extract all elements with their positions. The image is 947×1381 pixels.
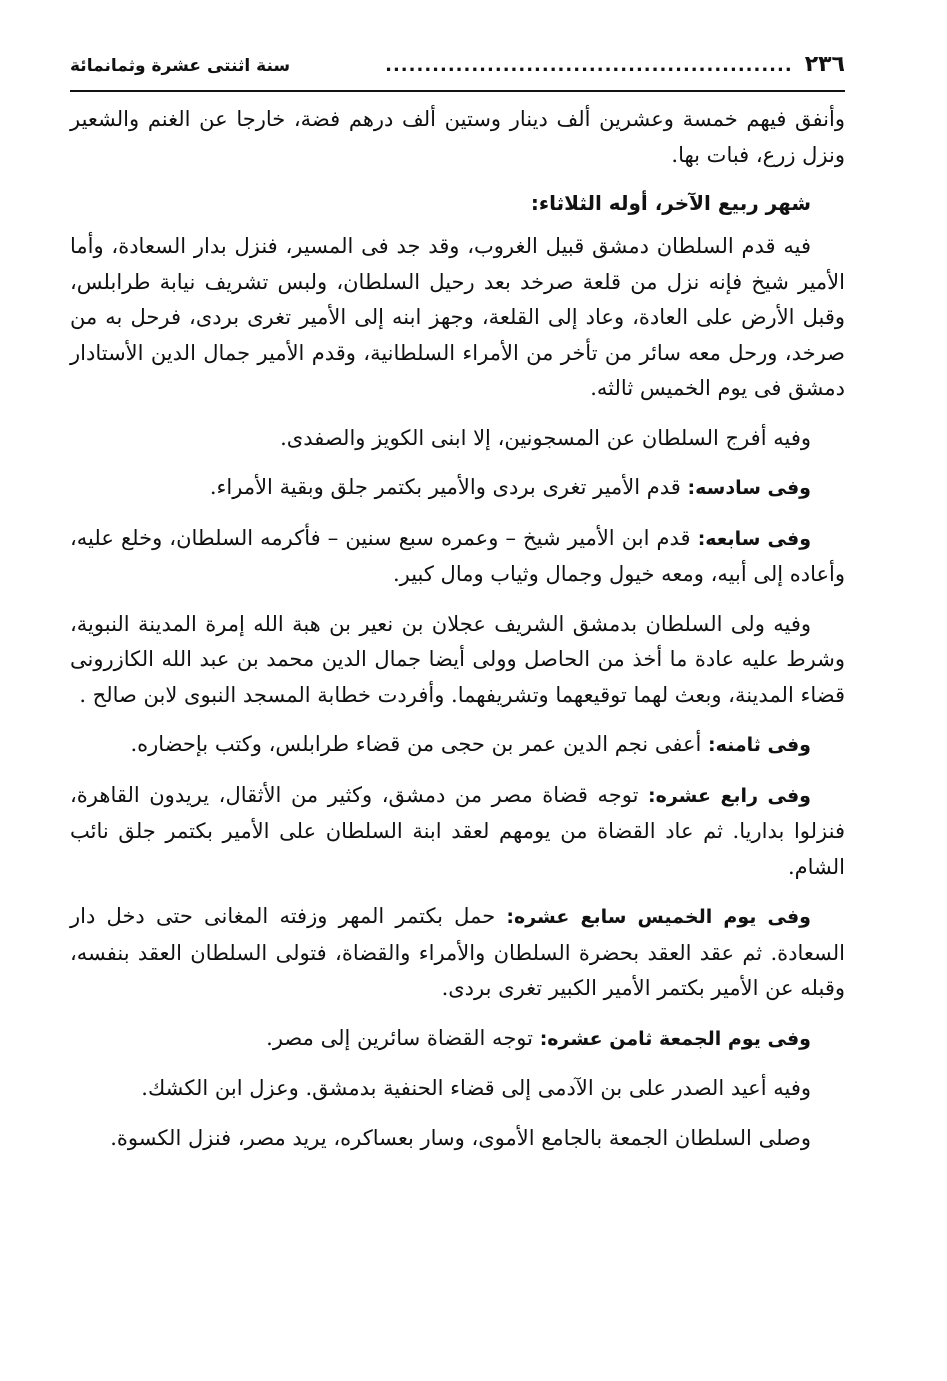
book-page <box>70 52 845 1156</box>
paragraph-day-eighteen <box>70 1021 845 1058</box>
paragraph-day-seventeen <box>70 899 845 1007</box>
paragraph-medina-appointment: وفيه ولى السلطان بدمشق الشريف عجلان بن نعير بن هبة الله إمرة المدينة النبوية، وشرط عليه عادة ما أخذ من الحاصل وولى أيضا جمال الدين محمد بن عبد الله الكازرونى قضاء المدينة، وبعث لهما توقيعهما وتشريفهما. وأفردت خطابة المسجد النبوى لابن صالح . <box>70 611 845 707</box>
paragraph-day-eight <box>70 727 845 764</box>
header-leader-dots: .................................................... <box>385 55 793 76</box>
paragraph-text: قدم الأمير تغرى بردى والأمير بكتمر جلق وبقية الأمراء. <box>209 475 681 499</box>
paragraph-text: حمل بكتمر المهر وزفته المغانى حتى دخل دار السعادة. ثم عقد العقد بحضرة السلطان والأمراء والقضاة، فتولى السلطان العقد بنفسه، وقبله عن الأمير بكتمر الأمير الكبير تغرى بردى. <box>70 904 845 1000</box>
running-title: سنة اثنتى عشرة وثمانمائة <box>70 56 291 76</box>
paragraph-text: قدم ابن الأمير شيخ – وعمره سبع سنين – فأكرمه السلطان، وخلع عليه، وأعاده إلى أبيه، ومعه خيول وجمال وثياب ومال كبير. <box>70 525 845 586</box>
paragraph-text: توجه القضاة سائرين إلى مصر. <box>266 1025 533 1050</box>
paragraph-prisoners-release: وفيه أفرج السلطان عن المسجونين، إلا ابنى الكويز والصفدى. <box>280 425 811 450</box>
paragraph-day-fourteen <box>70 778 845 886</box>
paragraph-lead: وفى رابع عشره: <box>648 784 811 807</box>
paragraph-day-seven <box>70 521 845 593</box>
paragraph-sultan-arrival: فيه قدم السلطان دمشق قبيل الغروب، وقد جد فى المسير، فنزل بدار السعادة، وأما الأمير شيخ فإنه نزل من قلعة صرخد بعد رحيل السلطان، ولبس تشريف نيابة طرابلس، وقبل الأرض على العادة، وعاد إلى القلعة، وجهز ابنه إلى الأمير تغرى بردى، فرحل به من صرخد، ورحل معه سائر من تأخر من الأمراء السلطانية، وقدم الأمير جمال الدين الأستادار دمشق فى يوم الخميس ثالثه. <box>70 234 845 400</box>
paragraph-friday-prayer: وصلى السلطان الجمعة بالجامع الأموى، وسار بعساكره، يريد مصر، فنزل الكسوة. <box>110 1125 811 1150</box>
paragraph-hanafi-judge: وفيه أعيد الصدر على بن الآدمى إلى قضاء الحنفية بدمشق. وعزل ابن الكشك. <box>141 1076 811 1100</box>
month-heading: شهر ربيع الآخر، أوله الثلاثاء: <box>530 191 811 215</box>
paragraph-text: توجه قضاة مصر من دمشق، وكثير من الأثقال، يريدون القاهرة، فنزلوا بداريا. ثم عاد القضاة من يومهم لعقد ابنة السلطان على الأمير بكتمر جلق نائب الشام. <box>70 782 845 879</box>
paragraph-spending: وأنفق فيهم خمسة وعشرين ألف دينار وستين ألف درهم فضة، خارجا عن الغنم والشعير ونزل زرع، فبات بها. <box>70 107 845 167</box>
page-header <box>70 52 845 92</box>
paragraph-lead: وفى يوم الخميس سابع عشره: <box>506 906 811 928</box>
page-number: ٢٣٦ <box>804 52 845 77</box>
paragraph-lead: وفى يوم الجمعة ثامن عشره: <box>539 1027 811 1050</box>
page-body <box>70 102 845 1156</box>
paragraph-lead: وفى سابعه: <box>697 527 812 550</box>
paragraph-lead: وفى ثامنه: <box>708 734 811 756</box>
paragraph-day-six <box>70 470 845 507</box>
paragraph-text: أعفى نجم الدين عمر بن حجى من قضاء طرابلس، وكتب بإحضاره. <box>130 732 702 756</box>
paragraph-lead: وفى سادسه: <box>687 477 811 499</box>
